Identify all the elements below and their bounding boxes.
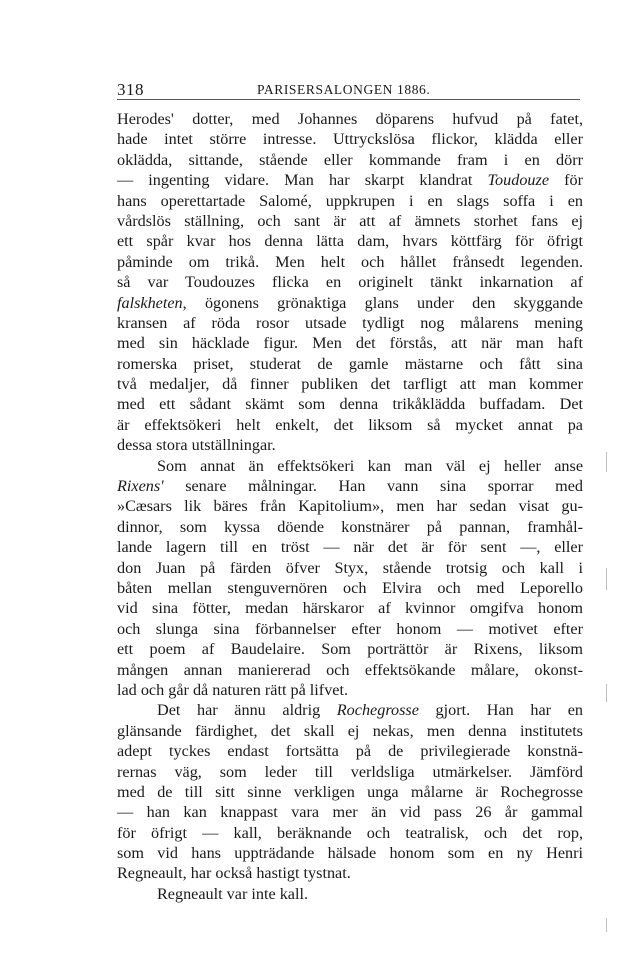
text-line: vid sina fötter, medan härskaror af kvinnor omgifva honom [117,599,583,618]
text-line: oklädda, sittande, stående eller kommande fram i en dörr [117,150,583,169]
text-line: rernas väg, som leder till verldsliga utmärkelser. Jämförd [117,762,583,781]
text-line: Herodes' dotter, med Johannes döparens hufvud på fatet, [117,110,583,128]
text-line: Regneault, har också hastigt tystnat. [117,864,351,883]
text-line: som vid hans uppträdande hälsade honom som en ny Henri [117,844,583,863]
text-line: lande lagern till en tröst — när det är för sent —, eller [117,538,583,557]
text-line: Rixens' senare målningar. Han vann sina sporrar med [117,477,583,496]
text-line: ett poem af Baudelaire. Som porträttör är Rixens, liksom [117,640,583,659]
italic-term: Rochegrosse [336,701,419,720]
text-line: och slunga sina förbannelser efter honom — motivet efter [117,619,583,638]
text-line: dessa stora utställningar. [117,436,276,455]
body-text [117,109,583,904]
text-line: för öfrigt — kall, beräknande och teatralisk, och det rop, [117,823,583,842]
page-number: 318 [117,80,144,99]
text-line: adept tyckes endast fortsätta på de privilegierade konstnä- [117,742,583,761]
text-line: kransen af röda rosor utsade tydligt nog målarens mening [117,313,583,332]
text-line: så var Toudouzes flicka en originelt tänkt inkarnation af [117,273,583,292]
text-line: två medaljer, då finner publiken det tarfligt att man kommer [117,375,583,394]
text-line: Regneault var inte kall. [157,884,309,903]
running-title: PARISERSALONGEN 1886. [257,82,431,97]
margin-mark [606,568,607,590]
text-line: lad och går då naturen rätt på lifvet. [117,680,349,699]
margin-mark [606,684,607,702]
text-line: ett spår kvar hos denna lätta dam, hvars köttfärg för öfrigt [117,232,583,251]
text-line: dinnor, som kyssa döende konstnärer på pannan, framhål- [117,517,583,536]
italic-term: Toudouze [487,171,550,190]
header-rule [117,99,580,100]
text-line: falskheten, ögonens grönaktiga glans under den skyggande [117,293,583,312]
text-line: mången annan maniererad och effektsökande målare, okonst- [117,660,583,679]
text-line: Som annat än effektsökeri kan man väl ej heller anse [157,456,583,475]
text-line: hans operettartade Salomé, uppkrupen i en slags soffa i en [117,191,583,210]
text-line: don Juan på färden öfver Styx, stående trotsig och kall i [117,558,583,577]
page-header [117,80,580,104]
text-line: hade intet större intresse. Uttryckslösa flickor, klädda eller [117,130,583,149]
text-line: båten mellan stenguvernören och Elvira och med Leporello [117,578,583,597]
text-line: — han kan knappast vara mer än vid pass 26 år gammal [117,803,583,822]
text-line: med de till sitt sinne verkligen unga målarne är Rochegrosse [117,782,583,801]
text-line: är effektsökeri helt enkelt, det liksom så mycket annat pa [117,415,583,434]
italic-term: falskheten [117,293,183,312]
text-line: glänsande färdighet, det skall ej nekas, men denna institutets [117,721,583,740]
text-line: med sin häcklade figur. Men det förstås, att när man haft [117,334,583,353]
text-line: Det har ännu aldrig Rochegrosse gjort. Han har en [157,701,583,720]
margin-mark [606,918,607,932]
margin-mark [606,452,607,472]
text-line: — ingenting vidare. Man har skarpt klandrat Toudouze för [117,171,584,190]
text-line: påminde om trikå. Men helt och hållet frånsedt legenden. [117,252,583,271]
text-line: »Cæsars lik bäres från Kapitolium», men har sedan visat gu- [117,497,583,516]
text-line: romerska priset, studerat de gamle mästarne och fått sina [117,354,583,373]
text-line: med ett sådant skämt som denna trikåklädda buffadam. Det [117,395,583,414]
text-line: vårdslös ställning, och sant är att af ämnets storhet fans ej [117,211,583,230]
italic-term: Rixens' [117,477,164,496]
